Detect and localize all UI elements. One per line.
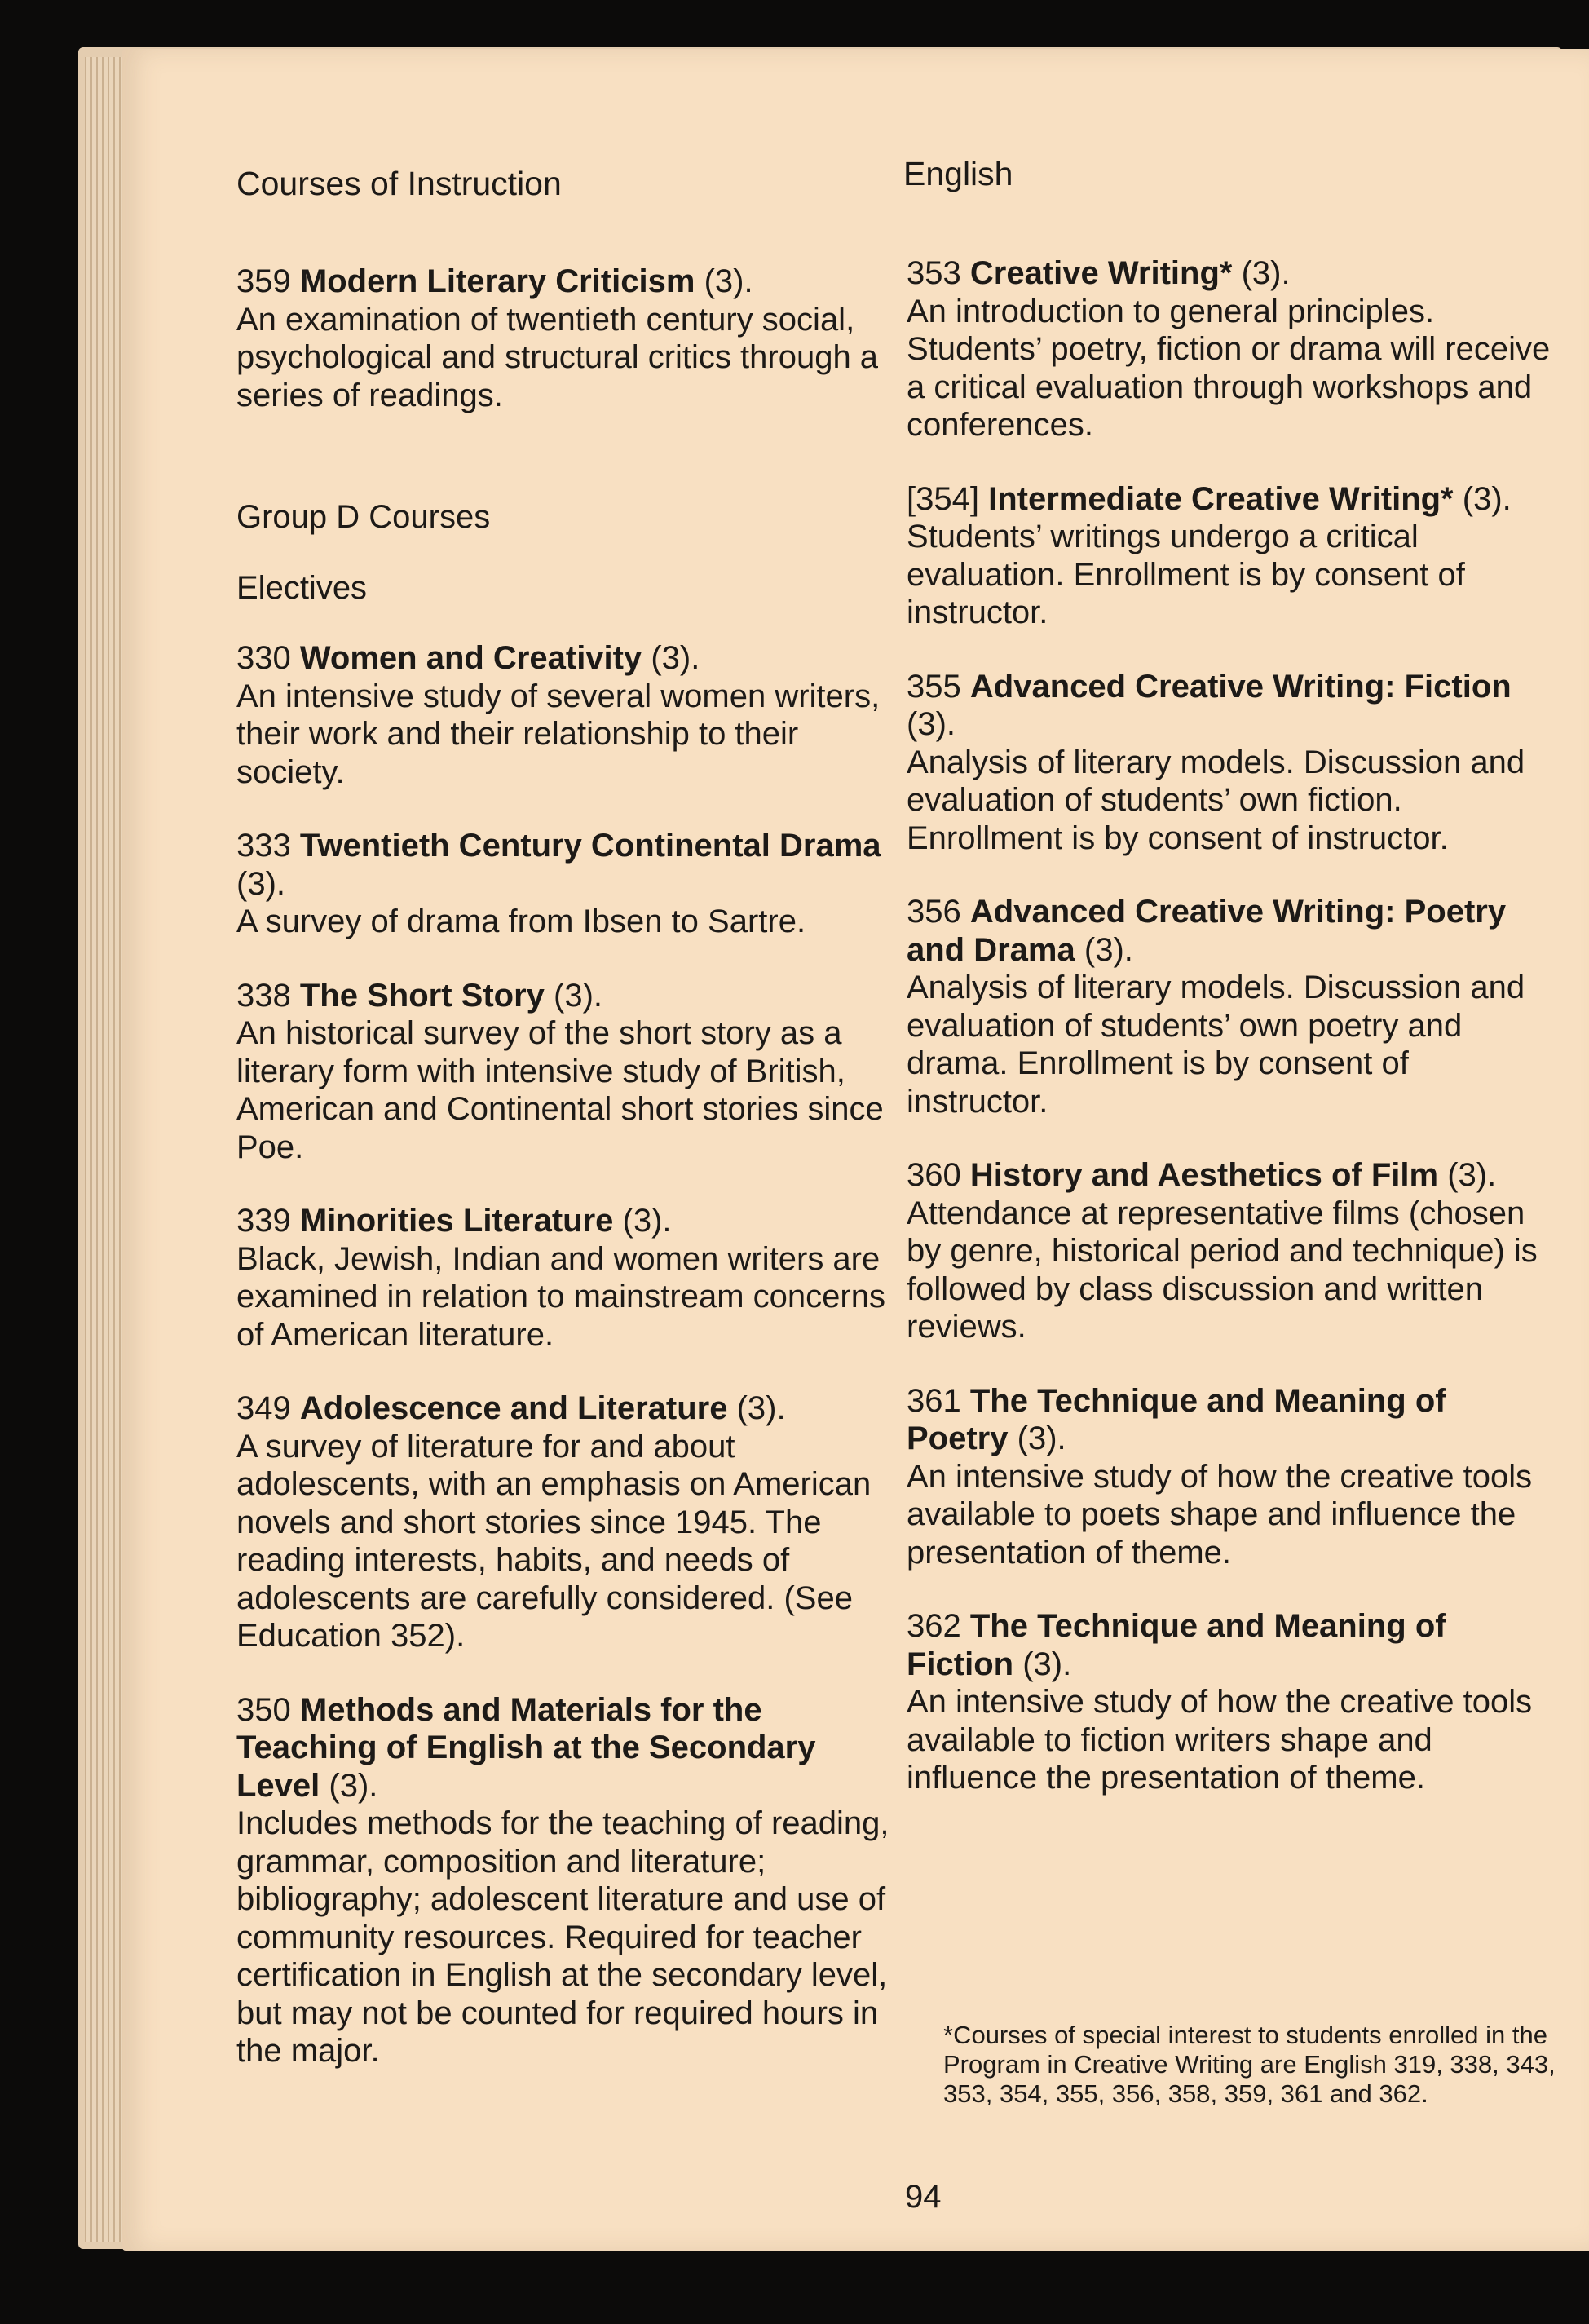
course-entry (907, 893, 1551, 1120)
course-entry (236, 827, 905, 941)
course-number: 359 (236, 263, 291, 299)
course-title: The Technique and Meaning of Poetry (907, 1382, 1446, 1456)
running-head-left: Courses of Instruction (236, 165, 562, 202)
course-title: Methods and Materials for the Teaching of English at the Secondary Level (236, 1691, 816, 1804)
course-entry (907, 1607, 1551, 1797)
course-title: History and Aesthetics of Film (969, 1157, 1439, 1193)
course-entry (236, 1390, 905, 1655)
course-entry (236, 1691, 905, 2070)
course-entry (236, 263, 905, 414)
course-description: An historical survey of the short story as a literary form with intensive study of British, American and Continental short stories since Poe. (236, 1015, 884, 1165)
course-credits: (3). (329, 1767, 378, 1804)
course-description: An intensive study of how the creative tools available to poets shape and influence the presentation of theme. (907, 1458, 1533, 1571)
course-description: Analysis of literary models. Discussion and evaluation of students’ own poetry and drama. Enrollment is by consent of instructor. (907, 970, 1525, 1120)
course-credits: (3). (704, 263, 753, 299)
course-credits: (3). (651, 640, 700, 676)
course-credits: (3). (1447, 1157, 1497, 1193)
course-entry (236, 977, 905, 1167)
course-entry (907, 1156, 1551, 1346)
course-description: Attendance at representative films (chosen by genre, historical period and technique) is followed by class discussion and written reviews. (907, 1195, 1538, 1345)
course-description: An introduction to general principles. Students’ poetry, fiction or drama will receive a critical evaluation through workshops and conferences. (907, 293, 1551, 443)
course-title: Intermediate Creative Writing* (988, 480, 1454, 517)
course-description: Students’ writings undergo a critical evaluation. Enrollment is by consent of instructor. (907, 519, 1465, 630)
course-credits: (3). (236, 865, 285, 902)
course-title: Women and Creativity (299, 640, 642, 676)
course-title: Advanced Creative Writing: Poetry and Drama (907, 894, 1507, 968)
course-number: [354] (907, 480, 979, 517)
course-number: 339 (236, 1203, 291, 1239)
course-entry (907, 480, 1551, 632)
course-number: 330 (236, 640, 291, 676)
course-number: 356 (907, 894, 961, 930)
course-credits: (3). (736, 1390, 786, 1426)
page-number: 94 (905, 2179, 942, 2215)
course-title: Adolescence and Literature (299, 1390, 728, 1426)
course-description: A survey of literature for and about adolescents, with an emphasis on American novels and short stories since 1945. The reading interests, habits, and needs of adolescents are carefully considered. (See Education 352). (236, 1428, 872, 1654)
course-credits: (3). (622, 1203, 672, 1239)
group-title: Group D Courses (236, 499, 491, 535)
course-entry (236, 1202, 905, 1354)
course-number: 360 (907, 1157, 961, 1193)
course-description: Black, Jewish, Indian and women writers are examined in relation to mainstream concerns of American literature. (236, 1240, 885, 1353)
course-description: Analysis of literary models. Discussion and evaluation of students’ own fiction. Enrollment is by consent of instructor. (907, 744, 1525, 856)
course-description: An intensive study of several women writers, their work and their relationship to their society. (236, 678, 881, 790)
running-head-right: English (903, 155, 1013, 192)
right-course-list (907, 254, 1551, 1797)
course-number: 338 (236, 977, 291, 1014)
footnote: *Courses of special interest to students enrolled in the Program in Creative Writing are English 319, 338, 343, 353, 354, 355, 356, 358, 359, 361 and 362. (943, 2021, 1556, 2108)
course-description: Includes methods for the teaching of reading, grammar, composition and literature; bibliography; adolescent literature and use of community resources. Required for teacher certification in English at the secondary level, but may not be counted for required hours in the major. (236, 1805, 889, 2069)
course-credits: (3). (1084, 931, 1133, 968)
course-number: 353 (907, 255, 961, 291)
course-number: 349 (236, 1390, 291, 1426)
course-title: Modern Literary Criticism (299, 263, 695, 299)
course-title: The Short Story (299, 977, 545, 1014)
left-course-list (236, 639, 905, 2070)
course-title: Advanced Creative Writing: Fiction (969, 668, 1512, 705)
course-number: 361 (907, 1382, 961, 1419)
course-entry (907, 254, 1551, 444)
course-title: Creative Writing* (969, 255, 1233, 291)
course-title: Twentieth Century Continental Drama (299, 828, 881, 864)
group-subtitle: Electives (236, 570, 368, 606)
course-credits: (3). (1017, 1420, 1066, 1456)
course-number: 355 (907, 668, 961, 705)
course-number: 350 (236, 1691, 291, 1728)
course-title: Minorities Literature (299, 1203, 614, 1239)
course-credits: (3). (907, 706, 956, 742)
course-entry (907, 668, 1551, 858)
course-number: 362 (907, 1608, 961, 1644)
course-entry (907, 1382, 1551, 1572)
left-column (236, 263, 905, 2106)
course-credits: (3). (1462, 480, 1512, 517)
course-entry (236, 639, 905, 791)
right-column (907, 254, 1551, 1833)
course-title: The Technique and Meaning of Fiction (907, 1608, 1446, 1682)
course-description: A survey of drama from Ibsen to Sartre. (236, 904, 806, 939)
course-credits: (3). (1241, 255, 1291, 291)
course-credits: (3). (554, 977, 603, 1014)
course-credits: (3). (1022, 1646, 1072, 1682)
course-description: An intensive study of how the creative tools available to fiction writers shape and influence the presentation of theme. (907, 1684, 1533, 1796)
course-description: An examination of twentieth century social, psychological and structural critics through a series of readings. (236, 301, 879, 413)
course-number: 333 (236, 828, 291, 864)
